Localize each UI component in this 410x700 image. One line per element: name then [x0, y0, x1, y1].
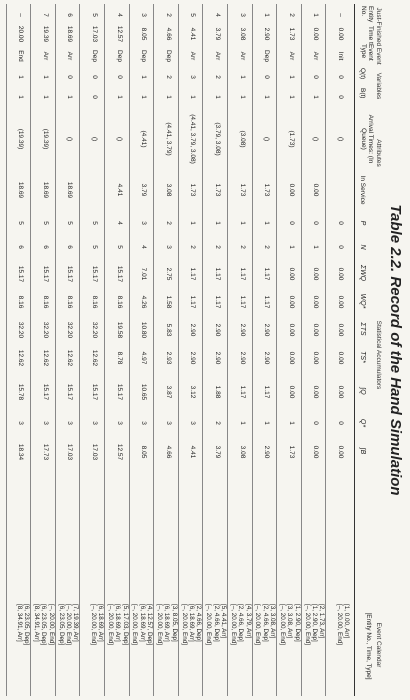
row-rule [178, 4, 179, 696]
cell-sumTS: 2.90 [263, 323, 271, 337]
cell-type: Arr [312, 51, 320, 61]
cell-sumWQ: 1.17 [214, 267, 221, 281]
cell-B: 1 [238, 95, 246, 99]
cell-intB: 2.90 [263, 445, 271, 459]
cell-entity: 2 [287, 13, 295, 17]
cell-N: 1 [312, 245, 320, 249]
cell-N: 0 [337, 245, 344, 249]
cell-WQstar: 1.58 [164, 295, 172, 309]
header-arrival-times: Arrival Times: (In Queue) [360, 114, 374, 164]
cell-intQ: 10.65 [140, 383, 148, 401]
cell-entity: 4 [214, 13, 221, 17]
cell-intB: 17.73 [41, 443, 49, 461]
cell-P: 5 [41, 221, 49, 225]
cell-service: 1.73 [238, 183, 246, 197]
cell-Q: 1 [287, 75, 295, 79]
cell-intB: 0.00 [337, 445, 344, 459]
table-title: Table 2.2. Record of the Hand Simulation [387, 204, 404, 496]
cell-sumWQ: 2.75 [164, 267, 172, 281]
cell-P: 3 [140, 221, 148, 225]
cell-type: Arr [214, 51, 221, 61]
cell-B: 0 [91, 95, 98, 99]
cell-N: 2 [214, 245, 221, 249]
cell-type: Dep [263, 50, 271, 62]
cell-P: 0 [337, 221, 344, 225]
cell-N: 2 [263, 245, 271, 249]
cell-queue: (4.41) [140, 130, 148, 148]
cell-time: 19.39 [41, 25, 49, 43]
section-statistical-accumulators: Statistical Accumulators [375, 320, 382, 390]
cell-WQstar: 8.16 [17, 295, 25, 309]
cell-service: 3.79 [140, 183, 148, 197]
cell-N: 2 [238, 245, 246, 249]
header-time: Time t [367, 26, 374, 44]
cell-intB: 18.34 [17, 443, 25, 461]
cell-sumTS: 0.00 [287, 323, 295, 337]
cell-Qstar: 3 [66, 421, 74, 425]
header-n: N [359, 244, 366, 250]
cell-B: 1 [140, 95, 148, 99]
cell-intB: 4.41 [189, 445, 197, 459]
row-rule [252, 4, 253, 696]
cell-Qstar: 3 [164, 421, 172, 425]
row-rule [6, 4, 7, 696]
cell-N: 6 [66, 245, 74, 249]
cell-TSstar: 2.90 [214, 351, 221, 365]
cell-time: 0.00 [312, 27, 320, 41]
cell-Qstar: 1 [287, 421, 295, 425]
cell-TSstar: 12.62 [41, 349, 49, 367]
cell-Qstar: 0 [337, 421, 344, 425]
cell-sumTS: 2.90 [214, 323, 221, 337]
cell-Q: 3 [189, 75, 197, 79]
cell-P: 0 [312, 221, 320, 225]
cell-P: 1 [263, 221, 271, 225]
header-sum-wq: ΣWQ [359, 264, 366, 282]
cell-WQstar: 1.17 [214, 295, 221, 309]
cell-sumTS: 32.20 [91, 321, 98, 339]
cell-intB: 17.03 [66, 443, 74, 461]
header-int-b: ∫B [359, 447, 366, 455]
cell-service: 1.73 [263, 183, 271, 197]
cell-type: Init [337, 51, 344, 61]
cell-sumTS: 19.58 [115, 321, 123, 339]
cell-B: 1 [66, 95, 74, 99]
cell-N: 6 [41, 245, 49, 249]
cell-WQstar: 4.26 [140, 295, 148, 309]
cell-sumWQ: 15.17 [41, 265, 49, 283]
cell-intQ: 15.78 [17, 383, 25, 401]
cell-WQstar: 0.00 [312, 295, 320, 309]
cell-intQ: 3.87 [164, 385, 172, 399]
cell-N: 6 [17, 245, 25, 249]
cell-intQ: 15.17 [41, 383, 49, 401]
row-rule [203, 4, 204, 696]
cell-type: Arr [189, 51, 197, 61]
cell-Qstar: 3 [140, 421, 148, 425]
cell-queue: () [115, 136, 123, 142]
cell-time: 0.00 [337, 27, 344, 41]
row-rule [105, 4, 106, 696]
cell-intQ: 1.17 [238, 385, 246, 399]
section-attributes: Attributes [375, 139, 382, 167]
cell-sumWQ: 15.17 [115, 265, 123, 283]
cell-time: 2.90 [263, 27, 271, 41]
cell-service: 1.73 [189, 183, 197, 197]
cell-sumWQ: 1.17 [263, 267, 271, 281]
cell-Q: 0 [115, 75, 123, 79]
cell-type: Dep [140, 50, 148, 62]
cell-WQstar: 8.16 [91, 295, 98, 309]
cell-time: 18.69 [66, 25, 74, 43]
cell-calendar: [5, 17.03, Dep] [6, 18.69, Arr] [–, 20.00, End] [106, 604, 129, 646]
cell-service: 18.69 [66, 181, 74, 199]
section-event-calendar: Event Calendar [375, 622, 382, 668]
cell-Qstar: 3 [91, 421, 98, 425]
cell-B: 1 [41, 95, 49, 99]
cell-sumWQ: 15.17 [17, 265, 25, 283]
cell-TSstar: 8.78 [115, 351, 123, 365]
cell-intQ: 15.17 [91, 383, 98, 401]
cell-TSstar: 12.62 [17, 349, 25, 367]
cell-calendar: [4, 3.79, Arr] [2, 4.66, Dep] [–, 20.00, End] [229, 604, 252, 645]
cell-calendar: [1, 2.90, Dep] [3, 3.08, Arr] [–, 20.00, End] [279, 604, 301, 645]
section-just-finished: Just-Finished Event [375, 7, 382, 65]
cell-B: 1 [189, 95, 197, 99]
cell-N: 4 [140, 245, 148, 249]
cell-sumWQ: 1.17 [189, 267, 197, 281]
cell-sumTS: 0.00 [337, 323, 344, 337]
cell-entity: 3 [238, 13, 246, 17]
cell-entity: 4 [115, 13, 123, 17]
cell-intB: 4.66 [164, 445, 172, 459]
cell-TSstar: 0.00 [312, 351, 320, 365]
cell-calendar: [2, 4.66, Dep] [6, 18.69, Arr] [–, 20.00, End] [180, 604, 203, 645]
cell-entity: – [17, 13, 25, 17]
header-q: Q(t) [359, 68, 366, 80]
cell-WQstar: 8.16 [41, 295, 49, 309]
cell-sumTS: 32.20 [41, 321, 49, 339]
cell-B: 1 [263, 95, 271, 99]
cell-P: 2 [164, 221, 172, 225]
cell-Qstar: 3 [189, 421, 197, 425]
cell-sumWQ: 0.00 [287, 267, 295, 281]
cell-calendar: [–, 20.00, End] [6, 23.05, Dep] [8, 34.91, Arr] [33, 604, 55, 646]
cell-intQ: 1.88 [214, 385, 221, 399]
cell-queue: (4.41, 3.79) [164, 122, 172, 156]
cell-sumTS: 32.20 [66, 321, 74, 339]
cell-P: 5 [91, 221, 98, 225]
header-int-q: ∫Q [359, 387, 366, 395]
cell-intB: 3.08 [238, 445, 246, 459]
cell-N: 5 [91, 245, 98, 249]
header-entity-no: Entity No. [360, 6, 374, 23]
cell-sumWQ: 7.01 [140, 267, 148, 281]
cell-time: 3.79 [214, 27, 221, 41]
header-q-star: Q* [359, 418, 366, 428]
cell-service: 18.69 [41, 181, 49, 199]
cell-queue: (19.39) [17, 128, 25, 150]
cell-queue: (3.79, 3.08) [214, 122, 221, 156]
cell-queue: () [91, 136, 98, 142]
cell-service: 4.41 [115, 183, 123, 197]
cell-queue: () [66, 136, 74, 142]
cell-intQ: 15.17 [66, 383, 74, 401]
cell-entity: – [337, 13, 344, 17]
cell-intB: 1.73 [287, 445, 295, 459]
row-rule [326, 4, 327, 696]
cell-WQstar: 1.17 [189, 295, 197, 309]
cell-entity: 2 [164, 13, 172, 17]
cell-Q: 1 [17, 75, 25, 79]
cell-calendar: [1, 0.00, Arr] [–, 20.00, End] [335, 604, 350, 645]
row-rule [31, 4, 32, 696]
cell-queue: () [337, 136, 344, 142]
cell-TSstar: 0.00 [287, 351, 295, 365]
cell-time: 4.41 [189, 27, 197, 41]
cell-B: 1 [115, 95, 123, 99]
cell-type: Arr [287, 51, 295, 61]
row-rule [277, 4, 278, 696]
row-rule [80, 4, 81, 696]
cell-P: 0 [287, 221, 295, 225]
cell-entity: 1 [263, 13, 271, 17]
cell-WQstar: 0.00 [337, 295, 344, 309]
cell-Qstar: 2 [214, 421, 221, 425]
cell-intB: 17.03 [91, 443, 98, 461]
cell-calendar: [3, 3.08, Arr] [2, 4.66, Dep] [–, 20.00, End] [254, 604, 277, 645]
cell-intB: 0.00 [312, 445, 320, 459]
cell-WQstar: 8.16 [66, 295, 74, 309]
cell-Qstar: 3 [17, 421, 25, 425]
cell-sumTS: 10.80 [140, 321, 148, 339]
cell-time: 1.73 [287, 27, 295, 41]
cell-Q: 2 [214, 75, 221, 79]
cell-entity: 3 [140, 13, 148, 17]
cell-type: Arr [66, 51, 74, 61]
cell-B: 1 [214, 95, 221, 99]
cell-intB: 8.05 [140, 445, 148, 459]
cell-intQ: 3.12 [189, 385, 197, 399]
cell-N: 5 [115, 245, 123, 249]
cell-intQ: 1.17 [263, 385, 271, 399]
header-b: B(t) [359, 88, 366, 99]
cell-B: 1 [164, 95, 172, 99]
cell-P: 5 [17, 221, 25, 225]
cell-calendar: [5, 4.41, Arr] [2, 4.66, Dep] [–, 20.00, End] [205, 604, 227, 645]
row-rule [228, 4, 229, 696]
cell-service: 18.69 [17, 181, 25, 199]
cell-queue: (4.41, 3.79, 3.08) [189, 114, 197, 164]
cell-service: 0.00 [287, 183, 295, 197]
cell-Qstar: 1 [263, 421, 271, 425]
row-rule [129, 4, 130, 696]
cell-time: 17.03 [91, 25, 98, 43]
cell-intQ: 0.00 [337, 385, 344, 399]
cell-Q: 0 [263, 75, 271, 79]
header-ts-star: TS* [359, 351, 366, 363]
cell-Q: 0 [337, 75, 344, 79]
cell-P: 1 [189, 221, 197, 225]
cell-calendar: [7, 19.39, Arr] [–, 20.00, End] [6, 23.05, Dep] [57, 604, 80, 646]
header-p: P [359, 220, 366, 226]
cell-P: 5 [66, 221, 74, 225]
cell-service: 3.08 [164, 183, 172, 197]
cell-N: 2 [189, 245, 197, 249]
cell-type: Dep [164, 50, 172, 62]
cell-type: End [17, 50, 25, 62]
cell-B: 1 [17, 95, 25, 99]
cell-TSstar: 2.90 [238, 351, 246, 365]
header-in-service: In Service [359, 175, 366, 205]
cell-Qstar: 0 [312, 421, 320, 425]
cell-sumTS: 32.20 [17, 321, 25, 339]
cell-Qstar: 3 [115, 421, 123, 425]
cell-queue: (1.73) [287, 130, 295, 148]
cell-intB: 12.57 [115, 443, 123, 461]
header-event-type: Event Type [360, 44, 374, 61]
cell-TSstar: 0.00 [337, 351, 344, 365]
cell-N: 3 [164, 245, 172, 249]
cell-Q: 0 [312, 75, 320, 79]
cell-queue: (19.39) [41, 128, 49, 150]
cell-sumWQ: 0.00 [312, 267, 320, 281]
cell-entity: 5 [189, 13, 197, 17]
cell-WQstar: 8.16 [115, 295, 123, 309]
cell-TSstar: 12.62 [91, 349, 98, 367]
cell-calendar: [2, 1.73, Arr] [1, 2.90, Dep] [–, 20.00, End] [303, 604, 326, 645]
cell-sumWQ: 1.17 [238, 267, 246, 281]
cell-B: 1 [287, 95, 295, 99]
cell-Q: 1 [238, 75, 246, 79]
cell-sumWQ: 15.17 [91, 265, 98, 283]
cell-intQ: 15.17 [115, 383, 123, 401]
cell-time: 4.66 [164, 27, 172, 41]
cell-WQstar: 0.00 [287, 295, 295, 309]
cell-TSstar: 4.97 [140, 351, 148, 365]
cell-Q: 2 [164, 75, 172, 79]
cell-type: Arr [238, 51, 246, 61]
cell-service: 0.00 [312, 183, 320, 197]
header-wq-star: WQ* [359, 293, 366, 309]
cell-time: 8.05 [140, 27, 148, 41]
cell-Q: 1 [41, 75, 49, 79]
cell-intB: 3.79 [214, 445, 221, 459]
cell-time: 20.00 [17, 25, 25, 43]
cell-TSstar: 2.90 [263, 351, 271, 365]
cell-calendar: [4, 12.57, Dep] [6, 18.69, Arr] [–, 20.00, End] [131, 604, 154, 646]
cell-entity: 1 [312, 13, 320, 17]
cell-Q: 0 [91, 75, 98, 79]
cell-TSstar: 12.62 [66, 349, 74, 367]
cell-P: 1 [214, 221, 221, 225]
cell-P: 1 [238, 221, 246, 225]
cell-entity: 7 [41, 13, 49, 17]
cell-entity: 6 [66, 13, 74, 17]
cell-intQ: 0.00 [312, 385, 320, 399]
cell-service: 1.73 [214, 183, 221, 197]
row-rule [55, 4, 56, 696]
cell-N: 1 [287, 245, 295, 249]
cell-calendar: [6, 18.69, Arr] [–, 20.00, End] [89, 604, 104, 645]
cell-WQstar: 1.17 [263, 295, 271, 309]
cell-time: 12.57 [115, 25, 123, 43]
cell-type: Dep [115, 50, 123, 62]
cell-sumTS: 2.90 [189, 323, 197, 337]
cell-intQ: 0.00 [287, 385, 295, 399]
cell-sumTS: 5.83 [164, 323, 172, 337]
cell-type: Dep [91, 50, 98, 62]
cell-entity: 5 [91, 13, 98, 17]
cell-Qstar: 1 [238, 421, 246, 425]
section-variables: Variables [375, 72, 382, 100]
cell-time: 3.08 [238, 27, 246, 41]
cell-queue: () [312, 136, 320, 142]
cell-sumTS: 2.90 [238, 323, 246, 337]
cell-sumWQ: 15.17 [66, 265, 74, 283]
cell-B: 0 [337, 95, 344, 99]
cell-TSstar: 2.90 [189, 351, 197, 365]
cell-calendar: [3, 8.05, Dep] [6, 18.69, Arr] [–, 20.00, End] [156, 604, 178, 645]
cell-calendar: [6, 23.05, Dep] [8, 34.91, Arr] [15, 604, 31, 646]
cell-sumTS: 0.00 [312, 323, 320, 337]
cell-type: Arr [41, 51, 49, 61]
row-rule [154, 4, 155, 696]
cell-Q: 1 [140, 75, 148, 79]
cell-sumWQ: 0.00 [337, 267, 344, 281]
cell-Qstar: 3 [41, 421, 49, 425]
row-rule [301, 4, 302, 696]
cell-B: 1 [312, 95, 320, 99]
cell-queue: (3.08) [238, 130, 246, 148]
cell-TSstar: 2.93 [164, 351, 172, 365]
header-calendar: [Entity No., Time, Type] [365, 612, 372, 680]
cell-P: 4 [115, 221, 123, 225]
header-sum-ts: ΣTS [359, 322, 366, 336]
cell-WQstar: 1.17 [238, 295, 246, 309]
header-rule [354, 4, 355, 696]
cell-Q: 0 [66, 75, 74, 79]
cell-queue: () [263, 136, 271, 142]
